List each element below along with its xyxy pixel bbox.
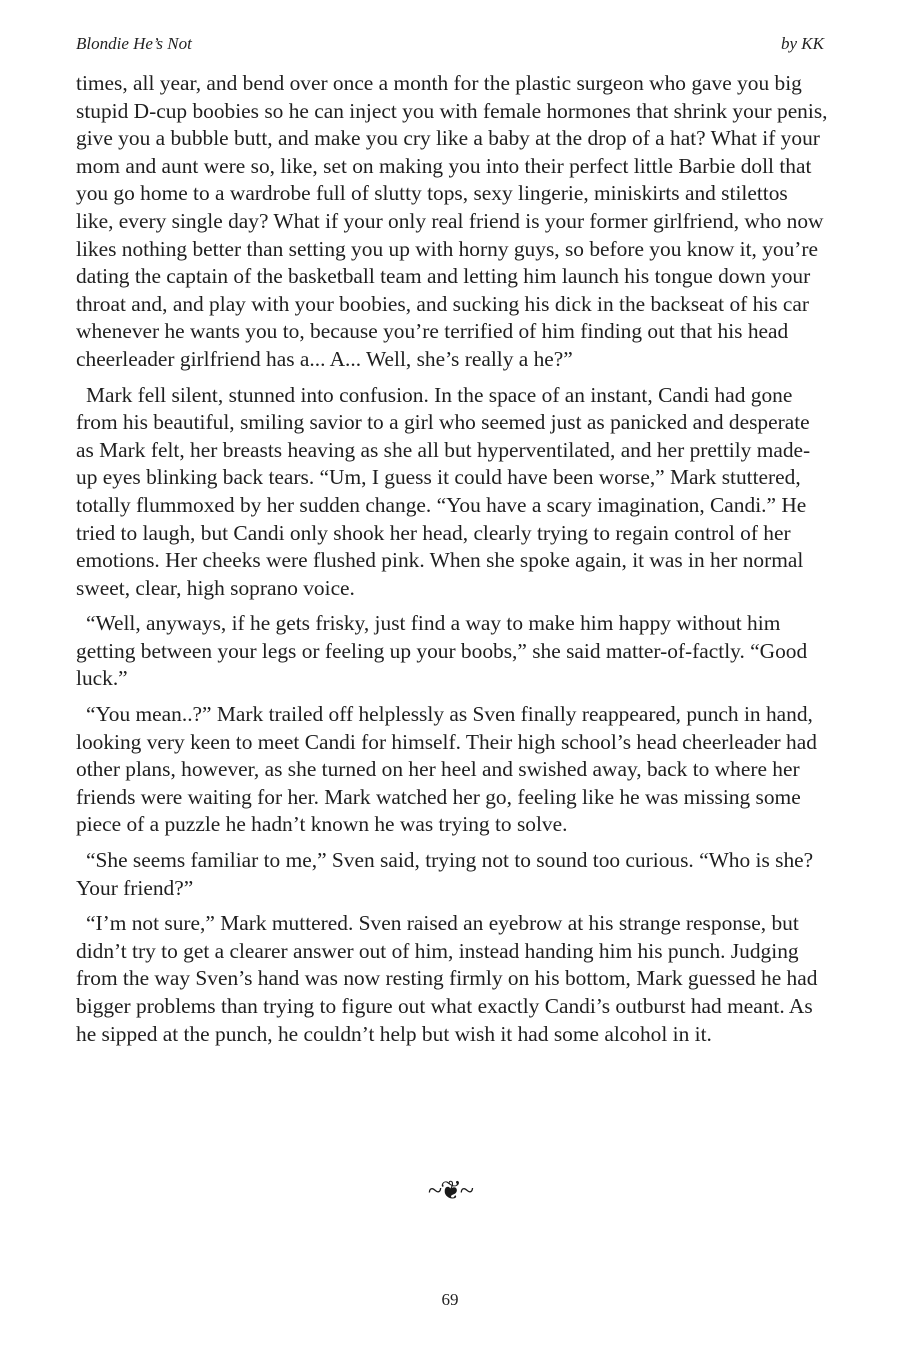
- running-header: [76, 34, 824, 54]
- paragraph-6: “I’m not sure,” Mark muttered. Sven raised an eyebrow at his strange response, but didn’t try to get a clearer answer out of him, instead handing him his punch. Judging from the way Sven’s hand was now resting firmly on his bottom, Mark guessed he had bigger problems than trying to figure out what exactly Candi’s outburst had meant. As he sipped at the punch, he couldn’t help but wish it had some alcohol in it.: [76, 911, 818, 1046]
- author-name: by KK: [781, 34, 824, 53]
- paragraph-5: “She seems familiar to me,” Sven said, trying not to sound too curious. “Who is she? Your friend?”: [76, 848, 814, 900]
- paragraph-4: “You mean..?” Mark trailed off helplessly as Sven finally reappeared, punch in hand, looking very keen to meet Candi for himself. Their high school’s head cheerleader had other plans, however, as she turned on her heel and swished away, back to where her friends were waiting for her. Mark watched her go, feeling like he was missing some piece of a puzzle he hadn’t known he was trying to solve.: [76, 702, 817, 837]
- paragraph-2: Mark fell silent, stunned into confusion. In the space of an instant, Candi had gone from his beautiful, smiling savior to a girl who seemed just as panicked and desperate as Mark felt, her breasts heaving as she all but hyperventilated, and her prettily made-up eyes blinking back tears. “Um, I guess it could have been worse,” Mark stuttered, totally flummoxed by her sudden change. “You have a scary imagination, Candi.” He tried to laugh, but Candi only shook her head, clearly trying to regain control of her emotions. Her cheeks were flushed pink. When she spoke again, it was in her normal sweet, clear, high soprano voice.: [76, 382, 811, 600]
- book-title: Blondie He’s Not: [76, 34, 192, 53]
- page-number: 69: [441, 1290, 459, 1309]
- paragraph-1: times, all year, and bend over once a month for the plastic surgeon who gave you big stupid D-cup boobies so he can inject you with female hormones that shrink your penis, give you a bubble butt, and make you cry like a baby at the drop of a hat? What if your mom and aunt were so, like, set on making you into their perfect little Barbie doll that you go home to a wardrobe full of slutty tops, sexy lingerie, miniskirts and stilettos like, every single day? What if your only real friend is your former girlfriend, who now likes nothing better than setting you up with horny guys, so before you know it, you’re dating the captain of the basketball team and letting him launch his tongue down your throat and, and play with your boobies, and sucking his dick in the backseat of his car whenever he wants you to, because you’re terrified of him finding out that his head cheerleader girlfriend has a... A... Well, she’s really a he?”: [76, 71, 828, 371]
- paragraph-3: “Well, anyways, if he gets frisky, just find a way to make him happy without him getting between your legs or feeling up your boobs,” she said matter-of-factly. “Good luck.”: [76, 611, 808, 691]
- page-body: [76, 70, 828, 1056]
- section-break-ornament-icon: ~❦~: [428, 1176, 472, 1205]
